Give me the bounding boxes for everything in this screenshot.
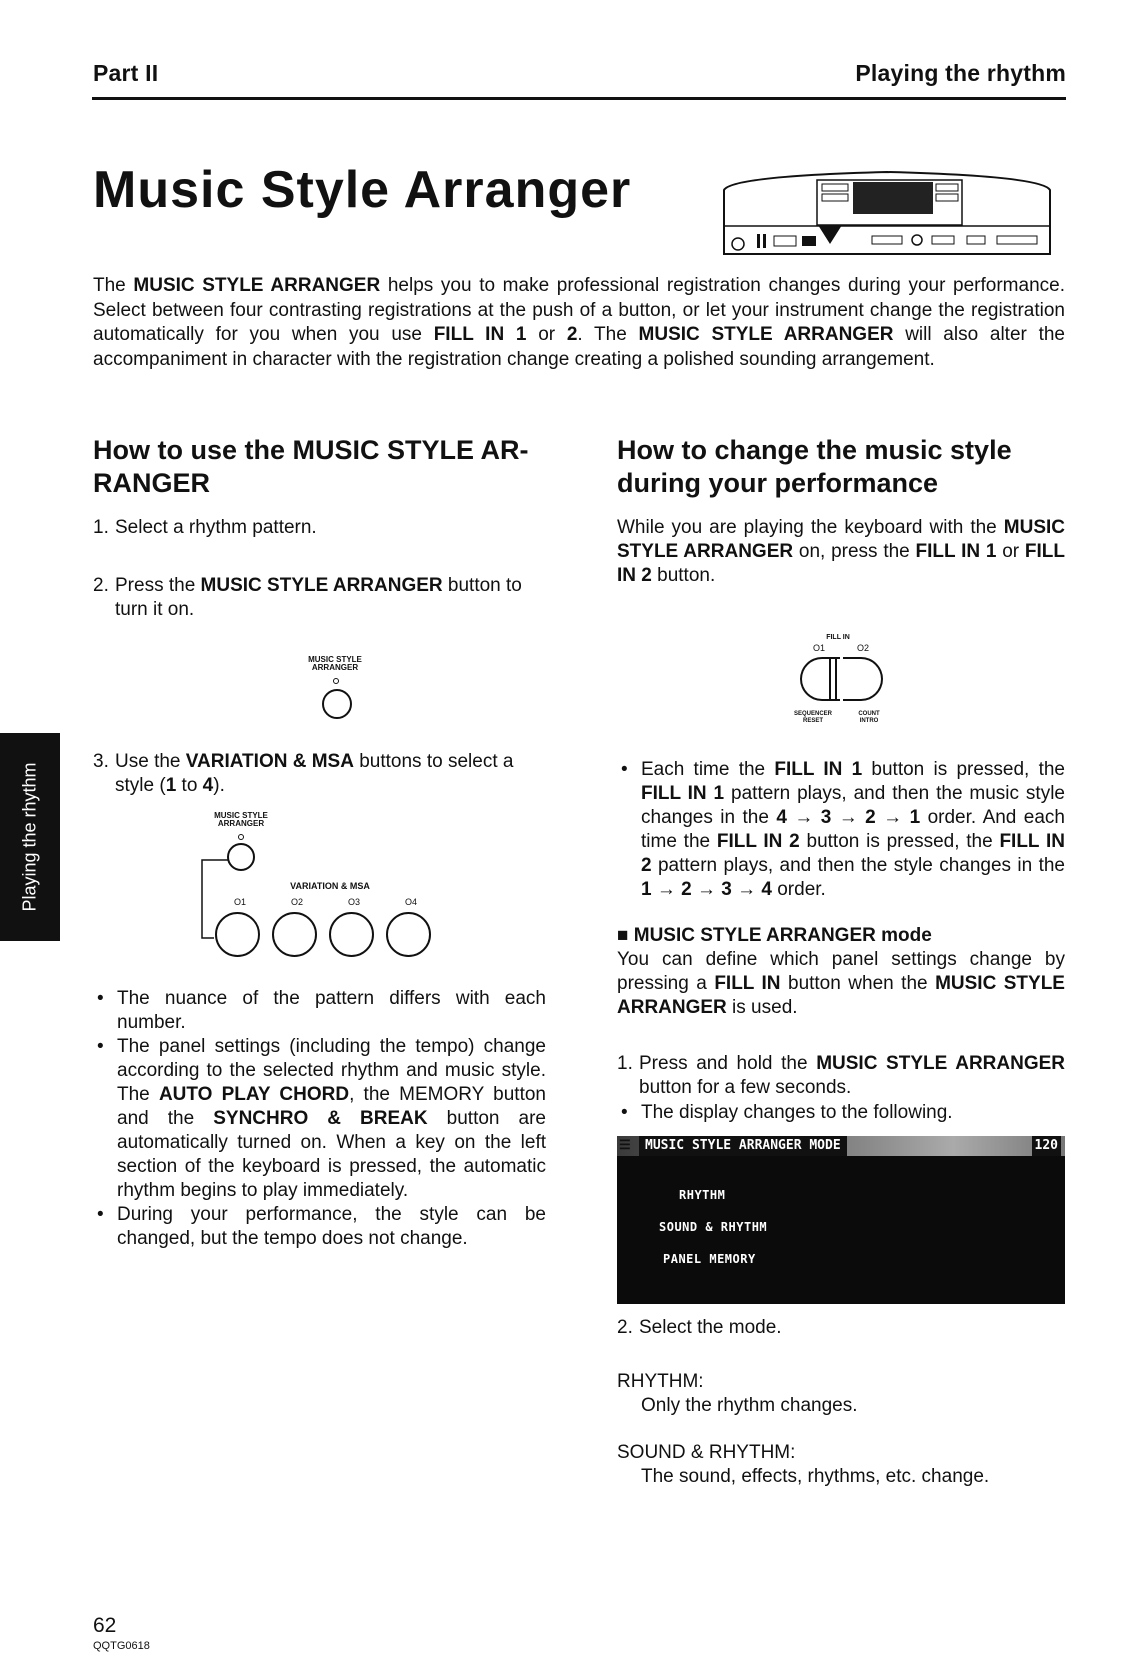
header-part: Part II	[93, 60, 159, 86]
left-heading: How to use the MUSIC STYLE AR- RANGER	[93, 435, 529, 498]
mode-heading: ■ MUSIC STYLE ARRANGER mode	[617, 925, 932, 946]
left-bullet-3: • During your performance, the style can be changed, but the tempo does not change.	[93, 1203, 546, 1251]
left-bullet-1: • The nuance of the pattern differs with each number.	[93, 987, 546, 1035]
page-title: Music Style Arranger	[93, 161, 632, 219]
rhythm-mode-label: RHYTHM:	[617, 1371, 704, 1392]
right-heading: How to change the music style during your performance	[617, 435, 1012, 498]
sequencer-reset-label: SEQUENCER RESET	[793, 711, 832, 724]
right-bullet-1: • Each time the FILL IN 1 button is pressed, the FILL IN 1 pattern plays, and then the music style changes in the 4 → 3 → 2 → 1 order. And each time the FILL IN 2 button is pressed, the FILL IN 2 pattern plays, and then the style changes in the 1 → 2 → 3 → 4 order.	[617, 758, 1065, 902]
right-step-1-bullet: • The display changes to the following.	[617, 1101, 1065, 1125]
lcd-title-bar	[617, 1136, 1065, 1156]
right-paragraph: While you are playing the keyboard with the MUSIC STYLE ARRANGER on, press the FILL IN 1 or FILL IN 2 button.	[617, 517, 1065, 586]
fill-in-2-num: O2	[856, 643, 869, 653]
left-bullet-2: • The panel settings (including the tempo) change according to the selected rhythm and music style. The AUTO PLAY CHORD, the MEMORY button and the SYNCHRO & BREAK button are automatically turned on. When a key on the left section of the keyboard is pressed, the automatic rhythm begins to play immediately.	[93, 1035, 546, 1203]
variation-num-1: O1	[233, 897, 246, 907]
right-step-1-bullets	[617, 1101, 1065, 1125]
sound-rhythm-mode-desc: The sound, effects, rhythms, etc. change.	[641, 1466, 990, 1487]
msa-indicator-icon	[333, 678, 339, 684]
lcd-option-rhythm[interactable]: RHYTHM	[679, 1188, 726, 1202]
lcd-title: MUSIC STYLE ARRANGER MODE	[639, 1136, 847, 1156]
variation-button-3[interactable]	[329, 912, 374, 957]
count-intro-label: COUNT INTRO	[858, 711, 880, 724]
side-tab	[0, 733, 60, 941]
header-rule	[92, 97, 1066, 100]
variation-num-3: O3	[347, 897, 360, 907]
lcd-option-sound-rhythm[interactable]: SOUND & RHYTHM	[659, 1220, 768, 1234]
lcd-display	[617, 1136, 1065, 1304]
variation-button-1[interactable]	[215, 912, 260, 957]
msa-button-label: MUSIC STYLE ARRANGER	[308, 655, 362, 672]
fill-in-divider	[829, 657, 837, 701]
left-step-2: 2. Press the MUSIC STYLE ARRANGER button to turn it on.	[93, 575, 522, 620]
document-code: QQTG0618	[93, 1640, 150, 1652]
left-step-3: 3. Use the VARIATION & MSA buttons to select a style (1 to 4).	[93, 751, 514, 796]
variation-num-2: O2	[290, 897, 303, 907]
fill-in-1-num: O1	[812, 643, 825, 653]
header-section: Playing the rhythm	[855, 60, 1066, 86]
left-bullets	[93, 987, 546, 1251]
side-tab-label: Playing the rhythm	[19, 762, 40, 912]
msa-button-2[interactable]	[227, 843, 255, 871]
left-step-1: 1. Select a rhythm pattern.	[93, 517, 317, 538]
msa-button[interactable]	[322, 689, 352, 719]
lcd-option-panel-memory[interactable]: PANEL MEMORY	[663, 1252, 756, 1266]
lcd-corner-value: 120	[1032, 1136, 1061, 1156]
fill-in-2-button[interactable]	[843, 657, 883, 701]
msa-button-label-2: MUSIC STYLE ARRANGER	[214, 811, 268, 828]
right-step-2: 2. Select the mode.	[617, 1317, 782, 1338]
variation-num-4: O4	[404, 897, 417, 907]
fill-in-label: FILL IN	[826, 634, 850, 641]
lcd-menu-icon: ☰	[619, 1138, 631, 1153]
variation-msa-label: VARIATION & MSA	[290, 881, 370, 891]
page-number: 62	[93, 1614, 117, 1637]
variation-button-2[interactable]	[272, 912, 317, 957]
right-bullets	[617, 758, 1065, 902]
right-step-1: 1. Press and hold the MUSIC STYLE ARRANGER button for a few seconds.	[617, 1053, 1065, 1098]
keyboard-panel-illustration	[722, 170, 1052, 260]
variation-button-4[interactable]	[386, 912, 431, 957]
rhythm-mode-desc: Only the rhythm changes.	[641, 1395, 858, 1416]
intro-paragraph: The MUSIC STYLE ARRANGER helps you to make professional registration changes during your performance. Select between four contrasting registrations at the push of a button, or let your instrument change the registration automatically for you when you use FILL IN 1 or 2. The MUSIC STYLE ARRANGER will also alter the accompaniment in character with the registration change creating a polished sounding arrangement.	[93, 275, 1065, 370]
sound-rhythm-mode-label: SOUND & RHYTHM:	[617, 1442, 796, 1463]
mode-paragraph: You can define which panel settings change by pressing a FILL IN button when the MUSIC STYLE ARRANGER is used.	[617, 949, 1065, 1018]
